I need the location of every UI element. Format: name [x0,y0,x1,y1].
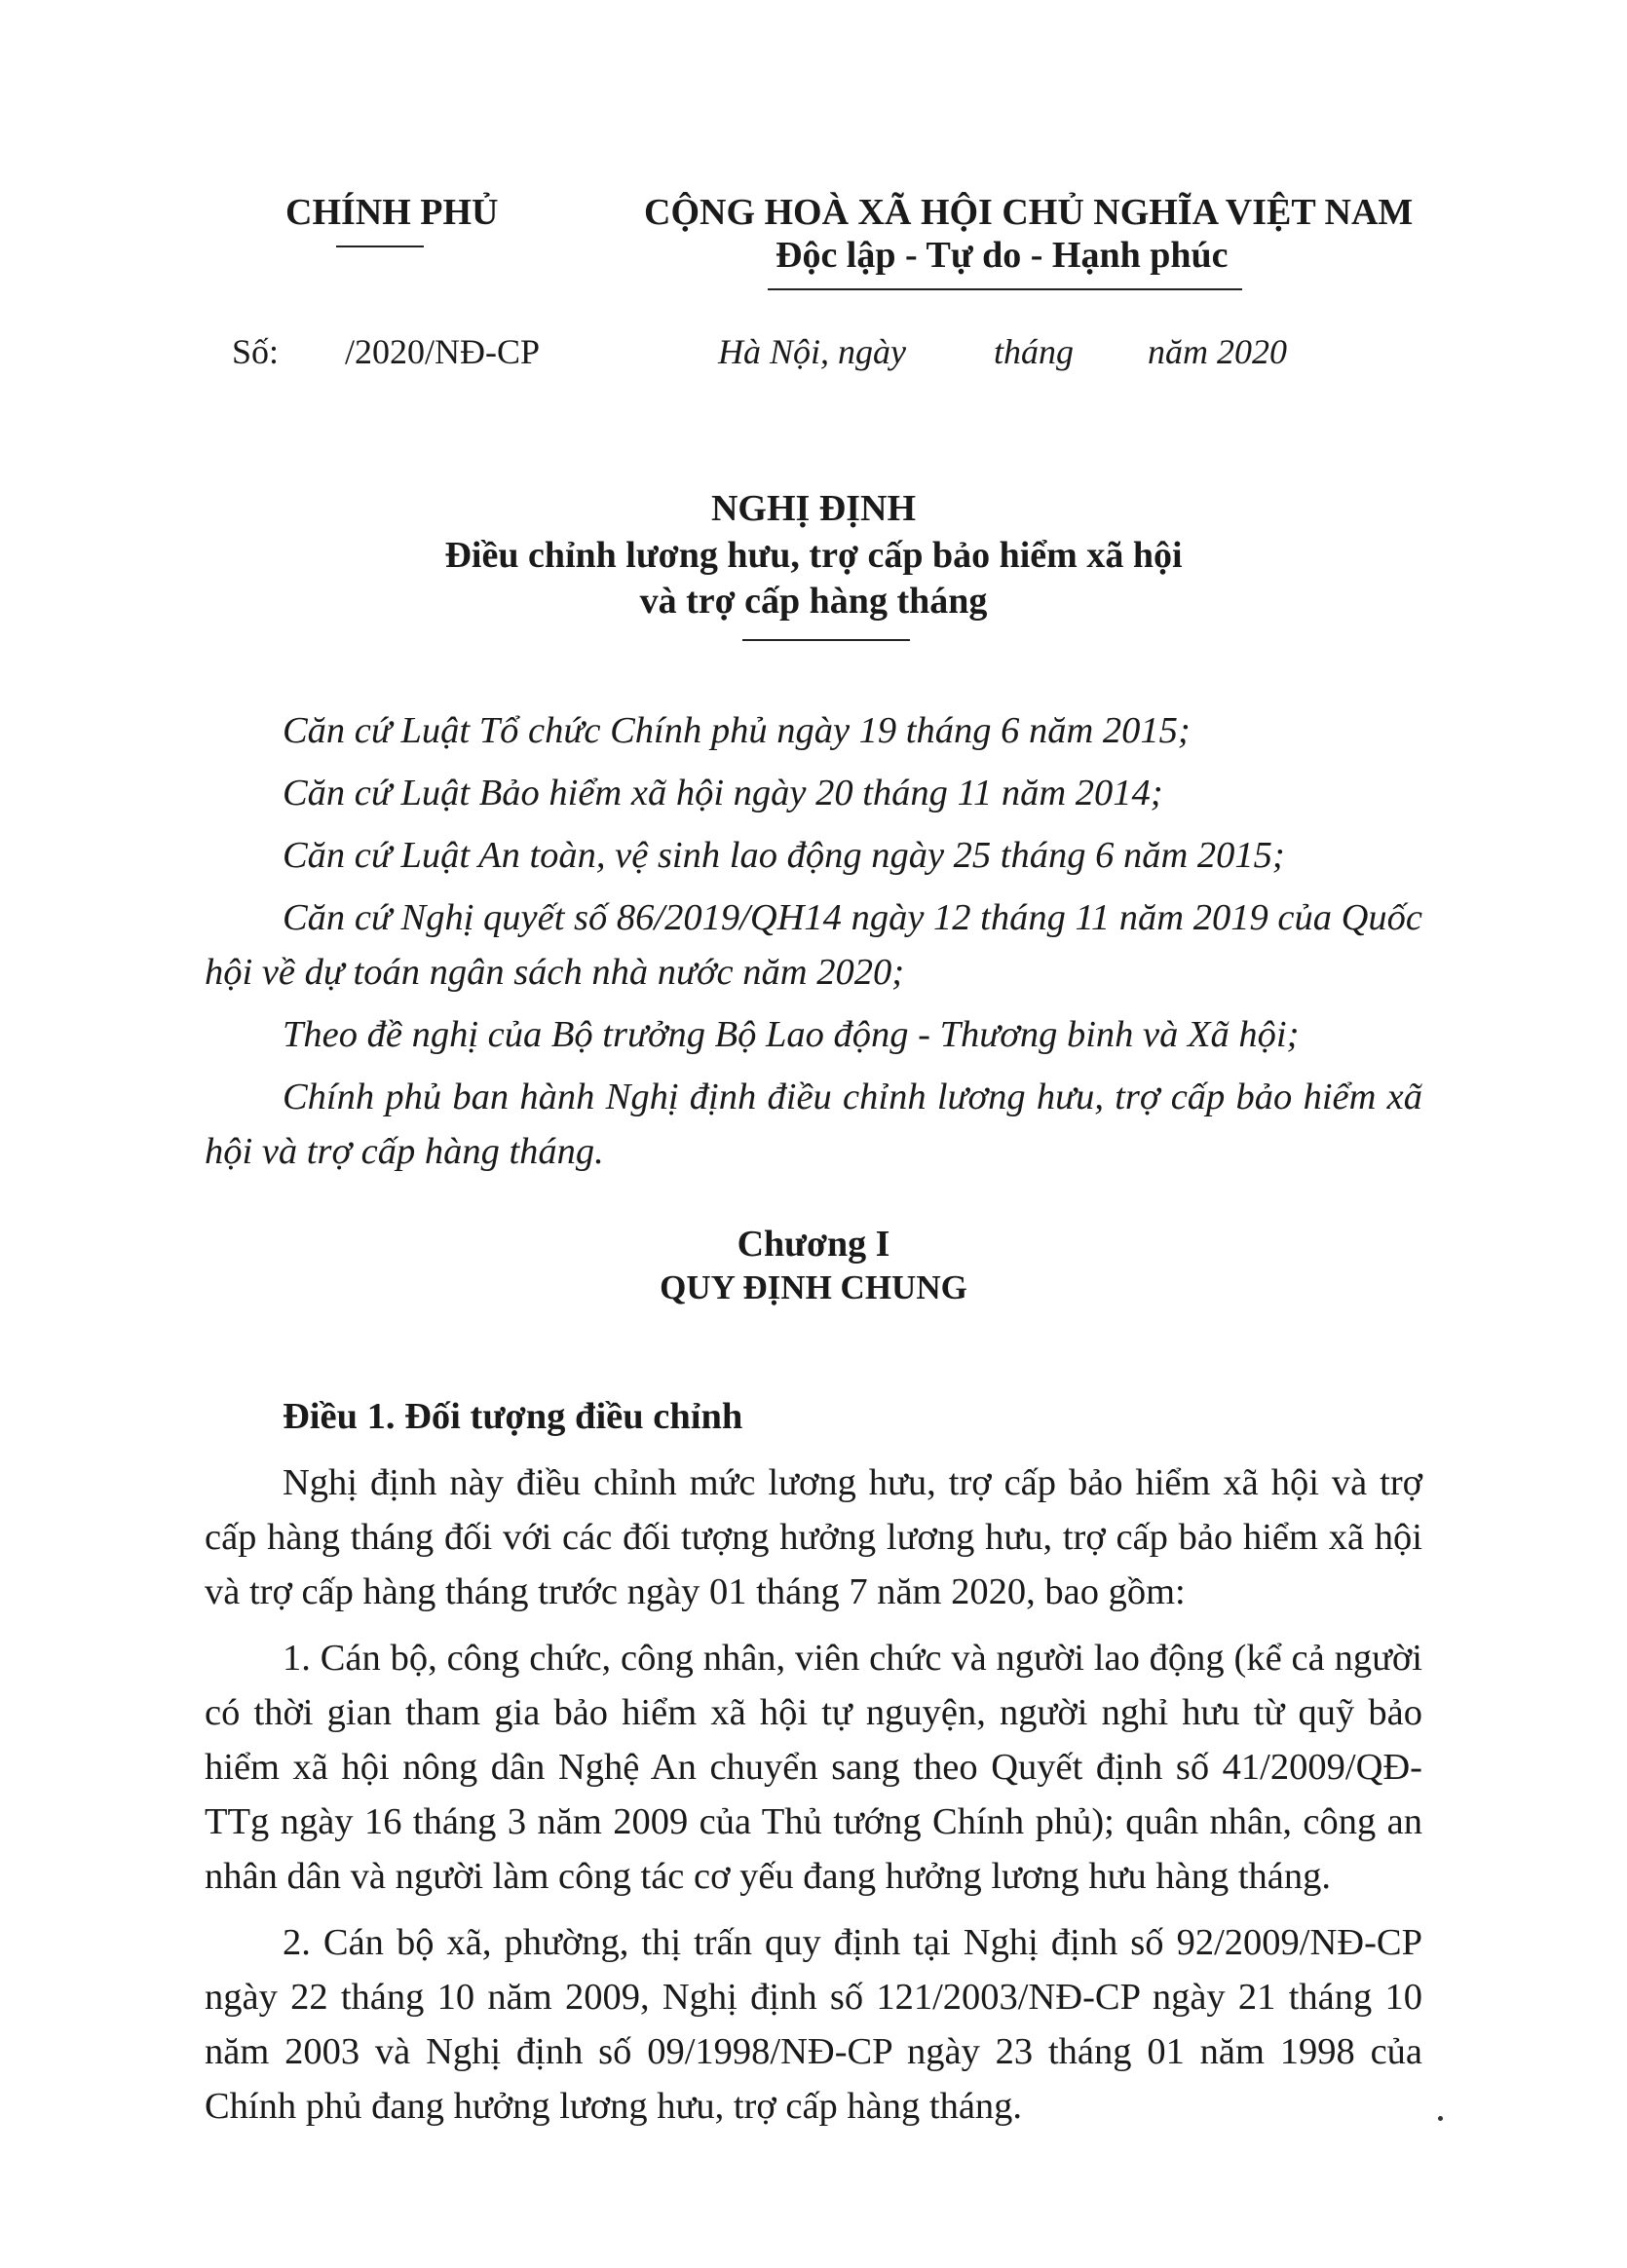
preamble-item: Căn cứ Luật An toàn, vệ sinh lao động ngày 25 tháng 6 năm 2015; [283,835,1285,876]
article-item-2: 2. Cán bộ xã, phường, thị trấn quy định tại Nghị định số 92/2009/NĐ-CP ngày 22 tháng 10 năm 2009, Nghị định số 121/2003/NĐ-CP ngày 21 tháng 10 năm 2003 và Nghị định số 09/1998/NĐ-CP ngày 23 tháng 01 năm 1998 của Chính phủ đang hưởng lương hưu, trợ cấp hàng tháng. [205,1922,1422,2127]
preamble-item: Căn cứ Nghị quyết số 86/2019/QH14 ngày 12 tháng 11 năm 2019 của Quốc hội về dự toán ngân sách nhà nước năm 2020; [205,897,1422,993]
document-subject-line-2: và trợ cấp hàng tháng [639,581,988,622]
date-year: năm 2020 [1148,332,1287,371]
chapter-name: QUY ĐỊNH CHUNG [660,1268,967,1306]
national-motto: Độc lập - Tự do - Hạnh phúc [776,235,1229,276]
title-underline [742,639,910,641]
document-subject-line-1: Điều chỉnh lương hưu, trợ cấp bảo hiểm xã hội [444,535,1183,576]
motto-underline [768,288,1242,290]
article-body [205,1455,1422,2134]
preamble-item: Căn cứ Luật Bảo hiểm xã hội ngày 20 tháng 11 năm 2014; [283,773,1163,813]
agency-underline [336,246,424,247]
document-number: /2020/NĐ-CP [345,332,541,371]
scan-speck [1438,2116,1443,2121]
preamble-item: Chính phủ ban hành Nghị định điều chỉnh lương hưu, trợ cấp bảo hiểm xã hội và trợ cấp hàng tháng. [205,1077,1422,1172]
preamble-item: Căn cứ Luật Tổ chức Chính phủ ngày 19 tháng 6 năm 2015; [283,710,1191,751]
number-label: Số: [232,332,280,371]
chapter-number: Chương I [737,1224,890,1265]
document-type: NGHỊ ĐỊNH [710,488,917,529]
country-name: CỘNG HOÀ XÃ HỘI CHỦ NGHĨA VIỆT NAM [644,192,1414,233]
issuing-agency: CHÍNH PHỦ [285,192,499,233]
article-intro: Nghị định này điều chỉnh mức lương hưu, trợ cấp bảo hiểm xã hội và trợ cấp hàng tháng đối với các đối tượng hưởng lương hưu, trợ cấp bảo hiểm xã hội và trợ cấp hàng tháng trước ngày 01 tháng 7 năm 2020, bao gồm: [205,1462,1422,1612]
article-item-1: 1. Cán bộ, công chức, công nhân, viên chức và người lao động (kể cả người có thời gian tham gia bảo hiểm xã hội tự nguyện, người nghỉ hưu từ quỹ bảo hiểm xã hội nông dân Nghệ An chuyển sang theo Quyết định số 41/2009/QĐ-TTg ngày 16 tháng 3 năm 2009 của Thủ tướng Chính phủ); quân nhân, công an nhân dân và người làm công tác cơ yếu đang hưởng lương hưu hàng tháng. [205,1638,1422,1897]
preamble [205,703,1422,1179]
preamble-item: Theo đề nghị của Bộ trưởng Bộ Lao động - Thương binh và Xã hội; [283,1014,1300,1055]
place-date: Hà Nội, ngày [718,332,906,371]
date-month: tháng [994,332,1075,371]
article-heading: Điều 1. Đối tượng điều chỉnh [283,1396,743,1437]
